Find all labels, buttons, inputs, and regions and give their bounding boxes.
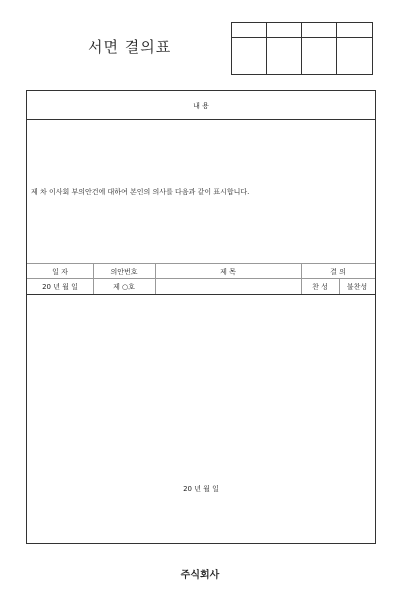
column-separator [155,263,156,294]
column-separator [339,278,340,294]
resolution-statement: 제 차 이사회 부의안건에 대하여 본인의 의사를 다음과 같이 표시합니다. [31,188,250,196]
approval-header-cell [232,23,267,38]
document-title: 서면 결의표 [88,38,172,56]
approval-signature-grid [231,22,373,75]
approval-signature-cell [337,38,372,74]
approval-header-cell [302,23,337,38]
approval-signature-cell [267,38,302,74]
approval-header-cell [267,23,302,38]
column-separator [301,263,302,294]
date-column-header: 일 자 [52,268,68,276]
approval-header-cell [337,23,372,38]
agenda-number-column-header: 의안번호 [110,268,138,276]
divider [27,119,375,120]
resolution-form [26,90,376,544]
column-separator [93,263,94,294]
approval-signature-cell [302,38,337,74]
divider [27,278,375,279]
content-header: 내 용 [193,102,209,110]
company-name: 주식회사 [180,570,220,581]
agenda-number-cell: 제 ○호 [113,283,135,291]
divider [27,263,375,264]
divider [27,294,375,295]
subject-column-header: 제 목 [220,268,236,276]
date-cell: 20 년 월 일 [42,283,78,291]
approve-cell[interactable]: 찬 성 [312,283,328,291]
approval-signature-cell [232,38,267,74]
disapprove-cell[interactable]: 불찬성 [346,283,368,291]
resolution-column-header: 결 의 [330,268,346,276]
signing-date: 20 년 월 일 [183,485,219,493]
